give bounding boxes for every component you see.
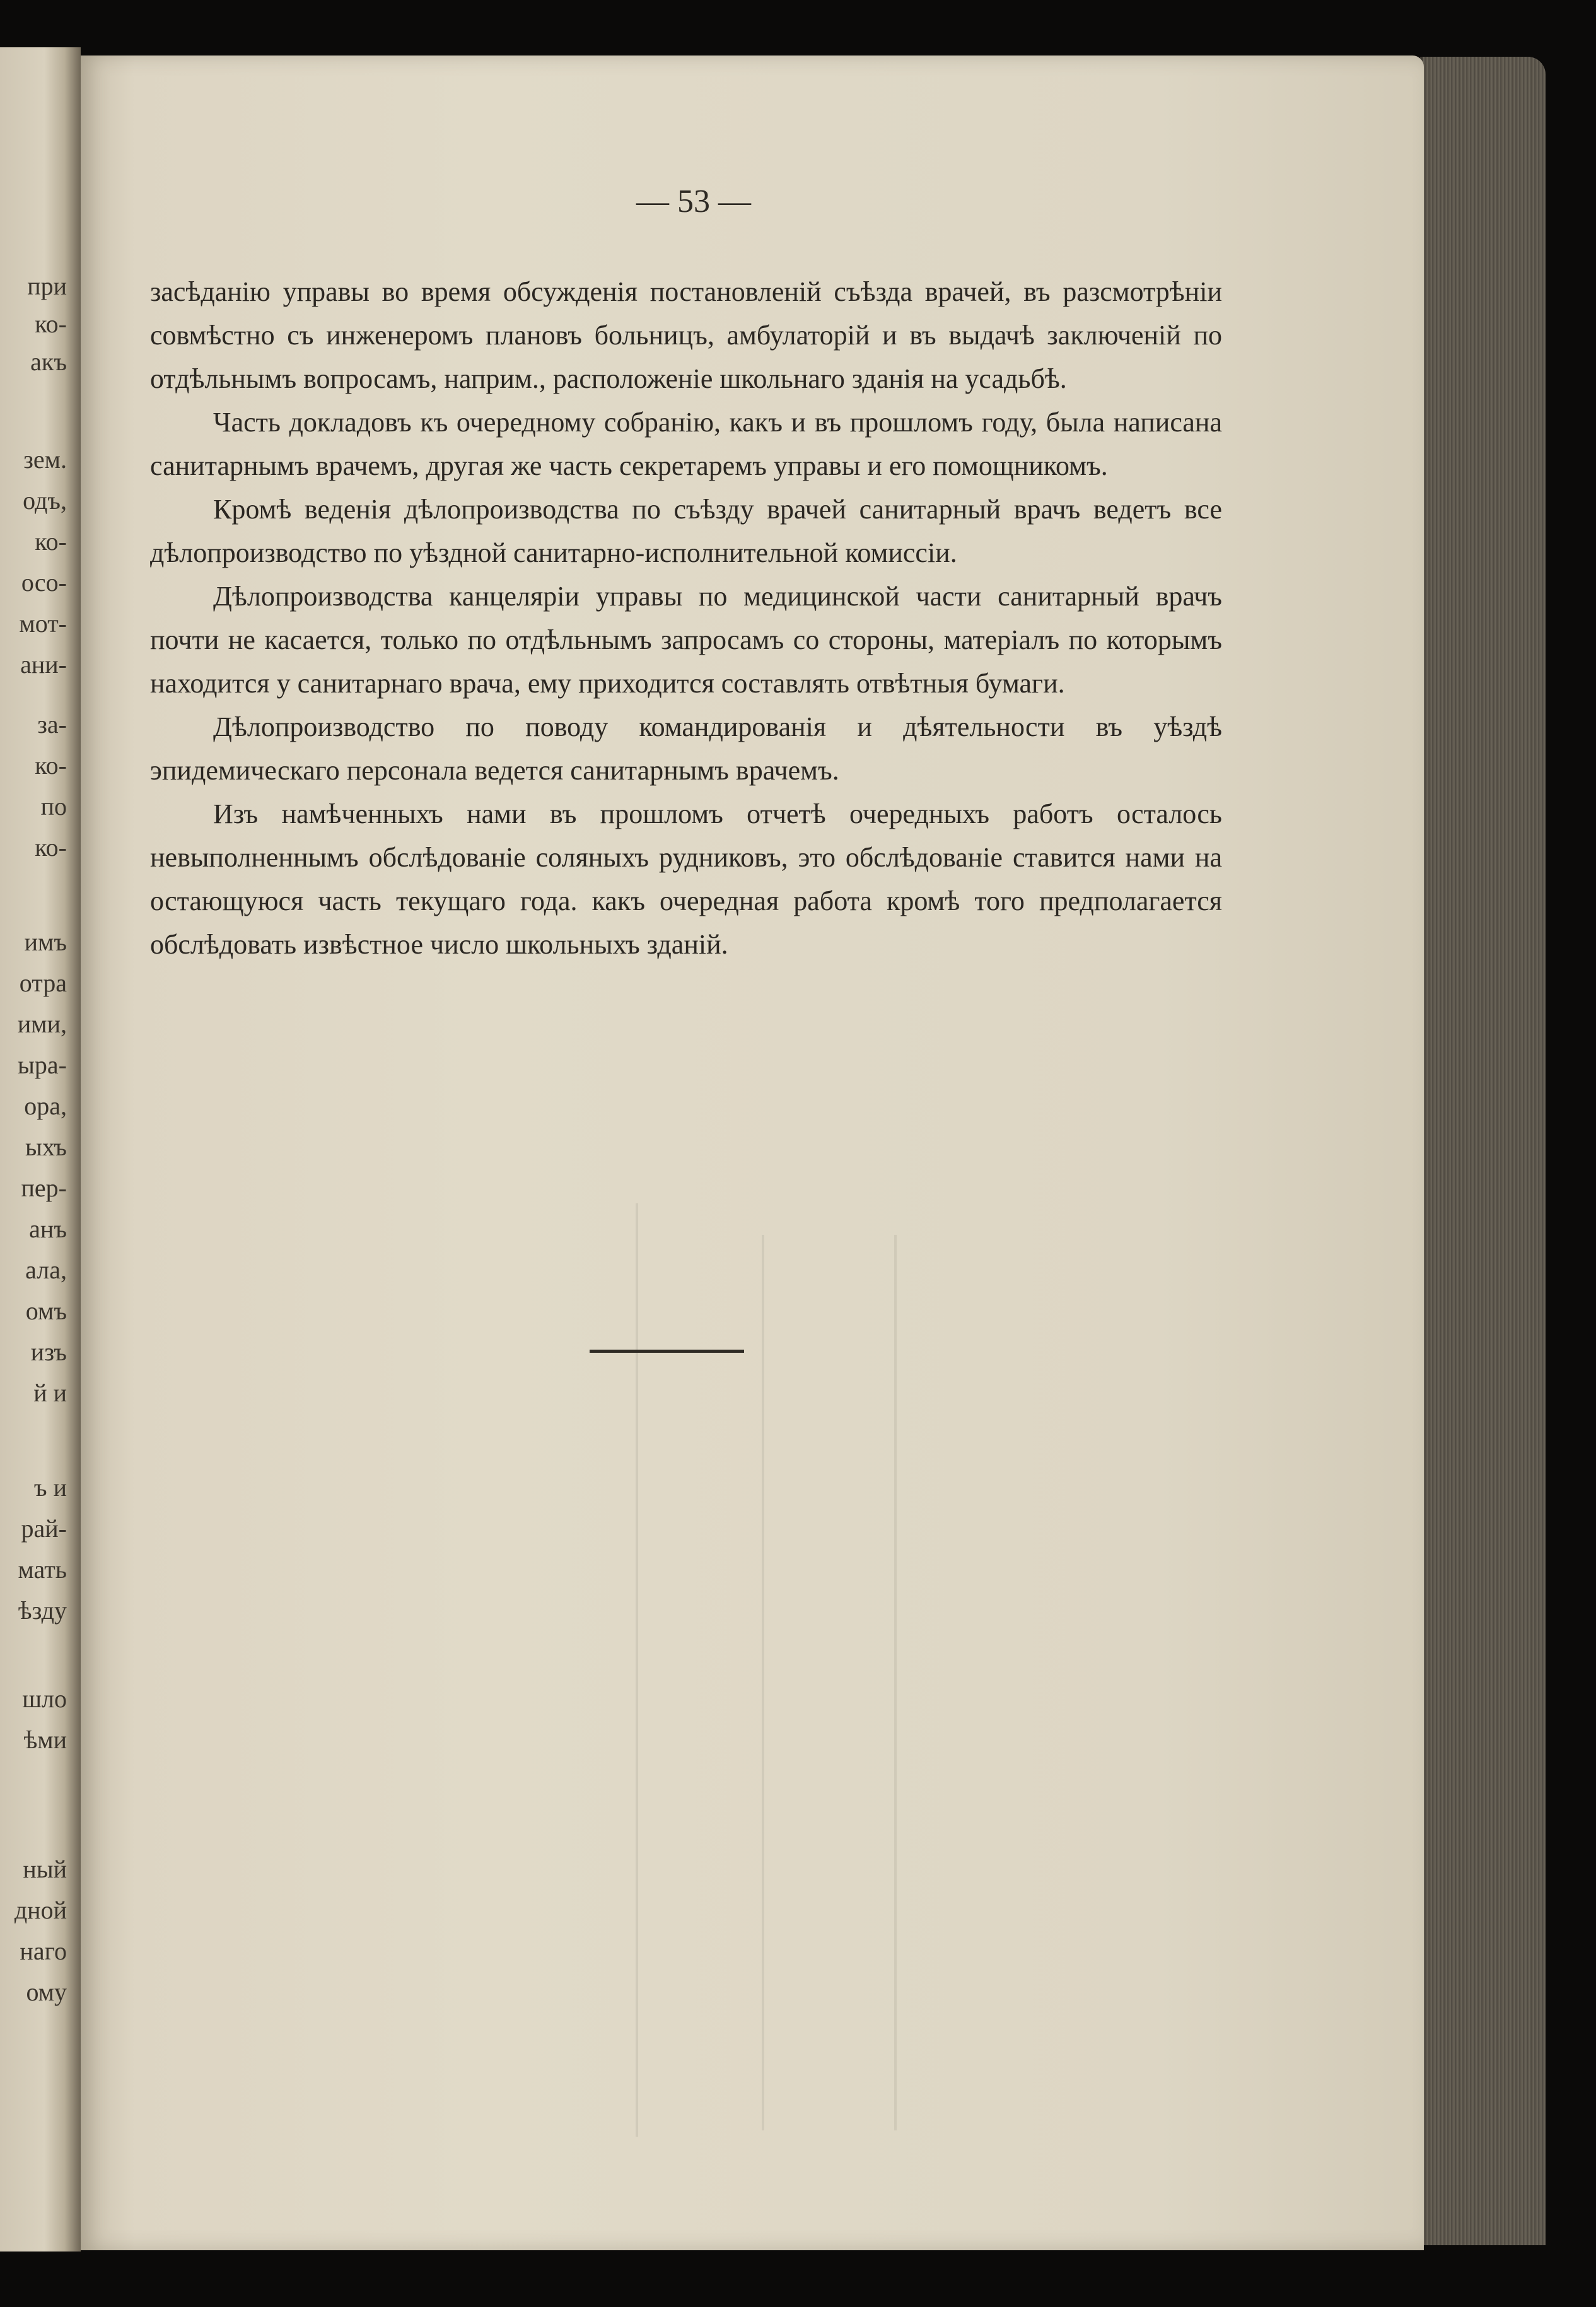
left-fragment-line: ко- <box>35 310 67 338</box>
left-fragment-line: ъ и <box>33 1473 67 1502</box>
left-fragment-line: зем. <box>23 445 67 474</box>
left-fragment-line: ѣми <box>23 1726 67 1754</box>
left-fragment-line: одъ, <box>23 486 67 515</box>
left-fragment-line: анъ <box>29 1215 67 1243</box>
bleed-through-rule <box>636 1203 638 2137</box>
left-fragment-line: за- <box>37 710 67 739</box>
left-fragment-line: й и <box>33 1379 67 1407</box>
left-fragment-line: ими, <box>17 1010 67 1038</box>
bleed-through-rule <box>762 1235 764 2130</box>
left-fragment-line: ѣзду <box>18 1596 67 1625</box>
paragraph: Часть докладовъ къ очередному собранію, какъ и въ прошломъ году, была написана санитарнымъ врачемъ, другая же часть секретаремъ управы и его помощникомъ. <box>150 407 1222 481</box>
left-fragment-line: ный <box>23 1855 67 1883</box>
left-page-fragment <box>0 47 81 2252</box>
left-fragment-line: омъ <box>25 1297 67 1325</box>
left-fragment-line: отра <box>19 969 67 997</box>
left-fragment-line: акъ <box>30 348 67 376</box>
paragraph: Дѣлопроизводство по поводу командированія и дѣятельности въ уѣздѣ эпидемическаго персонала ведется санитарнымъ врачемъ. <box>150 711 1222 786</box>
left-fragment-line: ому <box>26 1978 67 2006</box>
left-fragment-line: ора, <box>24 1092 67 1120</box>
left-fragment-line: мот- <box>19 609 67 638</box>
left-fragment-line: ыра- <box>18 1051 67 1079</box>
left-fragment-line: наго <box>20 1937 67 1965</box>
left-fragment-line: мать <box>18 1555 67 1584</box>
bleed-through-rule <box>894 1235 897 2130</box>
left-fragment-line: ани- <box>20 650 67 679</box>
paragraph: засѣданію управы во время обсужденія постановленій съѣзда врачей, въ разсмотрѣніи совмѣстно съ инженеромъ плановъ больницъ, амбулаторій и въ выдачѣ заключеній по отдѣльнымъ вопросамъ, наприм., расположеніе школьнаго зданія на усадьбѣ. <box>150 276 1222 394</box>
body-text <box>150 270 1222 966</box>
left-fragment-line: изъ <box>30 1338 67 1366</box>
paragraph: Дѣлопроизводства канцеляріи управы по медицинской части санитарный врачъ почти не касается, только по отдѣльнымъ запросамъ со стороны, матеріалъ по которымъ находится у санитарнаго врача, ему приходится составлять отвѣтныя бумаги. <box>150 581 1222 699</box>
left-fragment-line: ала, <box>25 1256 67 1284</box>
page-edges <box>1420 57 1546 2245</box>
paragraph: Изъ намѣченныхъ нами въ прошломъ отчетѣ очередныхъ работъ осталось невыполненнымъ обслѣдованіе соляныхъ рудниковъ, это обслѣдованіе ставится нами на остающуюся часть текущаго года. какъ очередная работа кромѣ того предполагается обслѣдовать извѣстное число школьныхъ зданій. <box>150 798 1222 960</box>
left-fragment-line: ко- <box>35 527 67 556</box>
left-fragment-line: при <box>27 272 67 300</box>
left-fragment-line: дной <box>14 1896 67 1924</box>
page-number: — 53 — <box>636 184 751 219</box>
left-fragment-line: рай- <box>21 1514 67 1543</box>
left-fragment-line: осо- <box>21 568 67 597</box>
left-fragment-line: шло <box>22 1685 67 1713</box>
left-fragment-line: ко- <box>35 751 67 780</box>
left-fragment-line: пер- <box>21 1174 67 1202</box>
left-fragment-line: ко- <box>35 833 67 861</box>
left-fragment-line: имъ <box>24 928 67 956</box>
left-fragment-line: ыхъ <box>25 1133 67 1161</box>
left-fragment-line: по <box>40 792 67 821</box>
section-separator <box>590 1350 744 1353</box>
paragraph: Кромѣ веденія дѣлопроизводства по съѣзду врачей санитарный врачъ ведетъ все дѣлопроизводство по уѣздной санитарно-исполнительной комиссіи. <box>150 494 1222 568</box>
